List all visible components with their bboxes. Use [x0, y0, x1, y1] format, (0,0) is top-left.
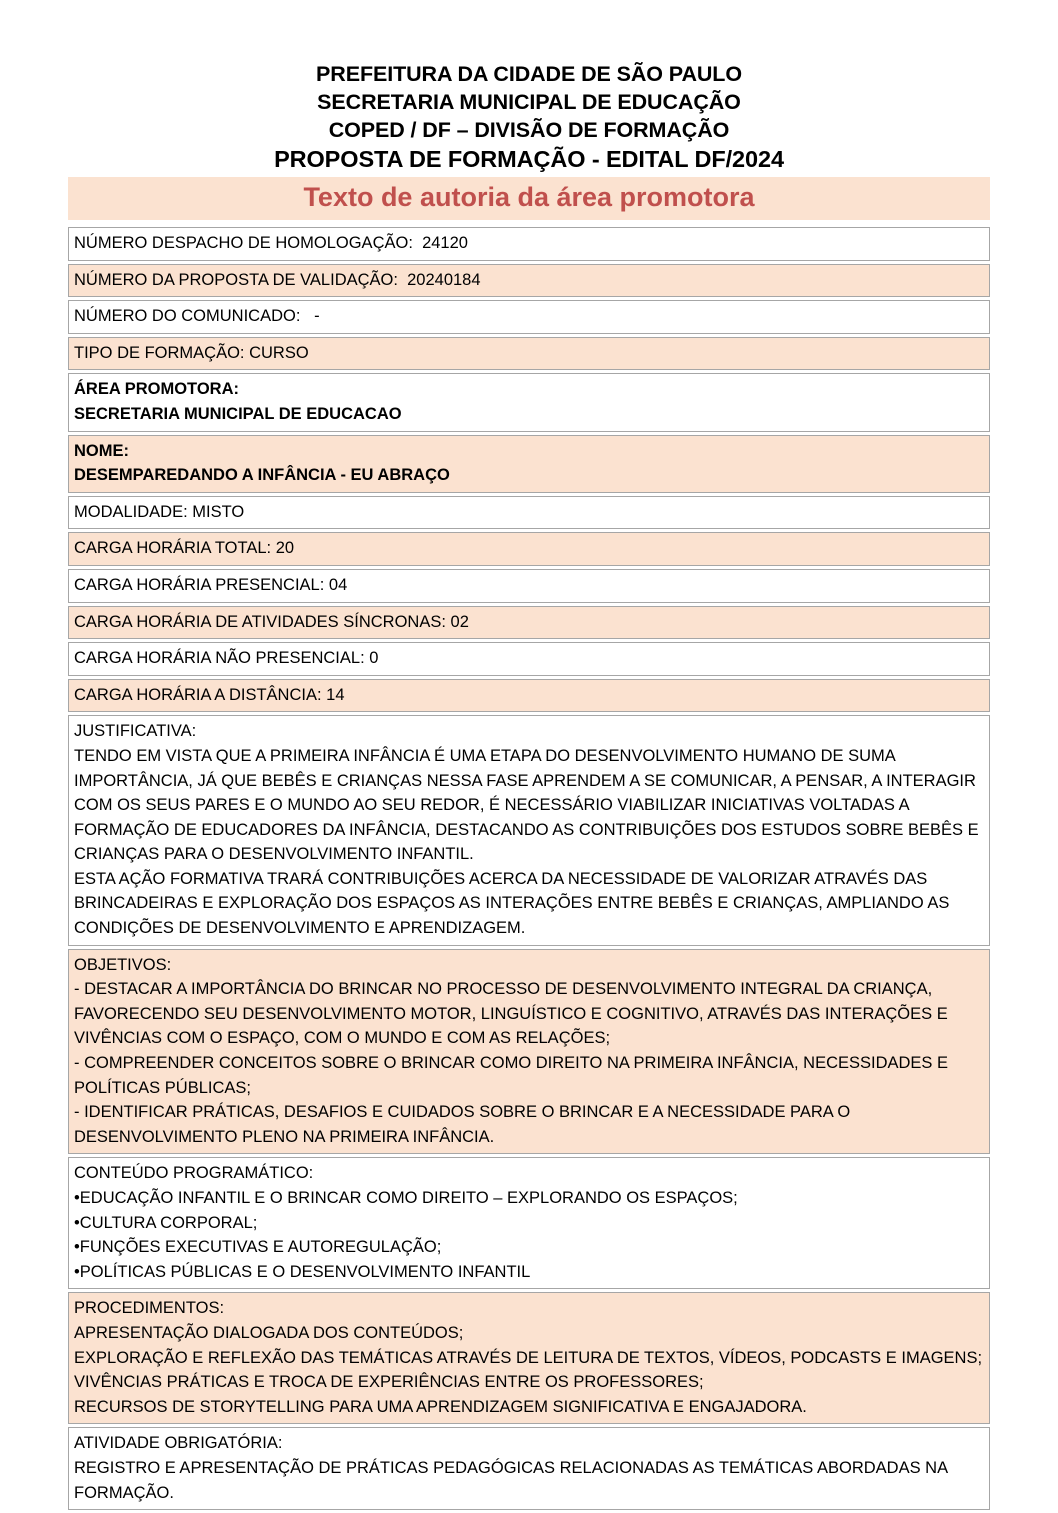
nome-label: NOME:	[74, 441, 129, 460]
table-row-ch-distancia	[68, 679, 990, 713]
conteudo-item-2: •CULTURA CORPORAL;	[74, 1213, 258, 1232]
document-header	[0, 0, 1058, 175]
justificativa-paragraph-2: ESTA AÇÃO FORMATIVA TRARÁ CONTRIBUIÇÕES ACERCA DA NECESSIDADE DE VALORIZAR ATRAVÉS DAS BRINCADEIRAS E EXPLORAÇÃO DOS ESPAÇOS AS INTERAÇÕES ENTRE BEBÊS E CRIANÇAS, AMPLIANDO AS CONDIÇÕES DE DESENVOLVIMENTO E APRENDIZAGEM.	[74, 869, 950, 938]
ch-presencial-text: CARGA HORÁRIA PRESENCIAL: 04	[74, 575, 348, 594]
justificativa-label: JUSTIFICATIVA:	[74, 722, 197, 741]
ch-distancia-text: CARGA HORÁRIA A DISTÂNCIA: 14	[74, 685, 345, 704]
header-line-proposta: PROPOSTA DE FORMAÇÃO - EDITAL DF/2024	[274, 146, 784, 172]
table-row-justificativa	[68, 715, 990, 945]
nome-value: DESEMPAREDANDO A INFÂNCIA - EU ABRAÇO	[74, 466, 450, 485]
table-row-tipo-formacao	[68, 337, 990, 371]
conteudo-item-1: •EDUCAÇÃO INFANTIL E O BRINCAR COMO DIREITO – EXPLORANDO OS ESPAÇOS;	[74, 1189, 738, 1207]
area-promotora-value: SECRETARIA MUNICIPAL DE EDUCACAO	[74, 404, 402, 423]
table-row-procedimentos	[68, 1292, 990, 1424]
area-promotora-label: ÁREA PROMOTORA:	[74, 380, 239, 399]
cell-comunicado	[68, 300, 990, 334]
atividade-obrigatoria-text: REGISTRO E APRESENTAÇÃO DE PRÁTICAS PEDAGÓGICAS RELACIONADAS AS TEMÁTICAS ABORDADAS NA FORMAÇÃO.	[74, 1458, 948, 1502]
banner	[68, 177, 990, 220]
table-row-modalidade	[68, 496, 990, 530]
cell-modalidade	[68, 496, 990, 530]
table-row-comunicado	[68, 300, 990, 334]
ch-nao-presencial-text: CARGA HORÁRIA NÃO PRESENCIAL: 0	[74, 649, 379, 668]
proposal-table	[68, 224, 990, 1513]
objetivos-item-1: - DESTACAR A IMPORTÂNCIA DO BRINCAR NO PROCESSO DE DESENVOLVIMENTO INTEGRAL DA CRIANÇA, FAVORECENDO SEU DESENVOLVIMENTO MOTOR, LINGUÍSTICO E COGNITIVO, ATRAVÉS DAS INTERAÇÕES E VIVÊNCIAS COM O ESPAÇO, COM O MUNDO E COM AS RELAÇÕES;	[74, 980, 948, 1048]
objetivos-item-3: - IDENTIFICAR PRÁTICAS, DESAFIOS E CUIDADOS SOBRE O BRINCAR E A NECESSIDADE PARA O DESENVOLVIMENTO PLENO NA PRIMEIRA INFÂNCIA.	[74, 1103, 851, 1146]
table-row-proposta-validacao	[68, 264, 990, 298]
cell-area-promotora	[68, 373, 990, 431]
table-row-area-promotora	[68, 373, 990, 431]
cell-conteudo-programatico	[68, 1157, 990, 1289]
tipo-formacao-text: TIPO DE FORMAÇÃO: CURSO	[74, 343, 309, 362]
modalidade-text: MODALIDADE: MISTO	[74, 502, 245, 521]
banner-title: Texto de autoria da área promotora	[303, 182, 755, 212]
table-row-ch-nao-presencial	[68, 642, 990, 676]
ch-total-text: CARGA HORÁRIA TOTAL: 20	[74, 539, 295, 558]
cell-ch-nao-presencial	[68, 642, 990, 676]
cell-nome	[68, 435, 990, 493]
table-row-ch-total	[68, 532, 990, 566]
cell-objetivos	[68, 949, 990, 1155]
table-row-conteudo-programatico	[68, 1157, 990, 1289]
procedimentos-item-2: EXPLORAÇÃO E REFLEXÃO DAS TEMÁTICAS ATRAVÉS DE LEITURA DE TEXTOS, VÍDEOS, PODCASTS E IMAGENS;	[74, 1348, 983, 1367]
cell-justificativa	[68, 715, 990, 945]
conteudo-item-3: •FUNÇÕES EXECUTIVAS E AUTOREGULAÇÃO;	[74, 1238, 442, 1257]
comunicado-text: NÚMERO DO COMUNICADO: -	[74, 307, 320, 326]
table-row-ch-sincronas	[68, 606, 990, 640]
table-row-ch-presencial	[68, 569, 990, 603]
cell-despacho	[68, 227, 990, 261]
header-line-prefeitura: PREFEITURA DA CIDADE DE SÃO PAULO	[316, 62, 742, 86]
cell-ch-presencial	[68, 569, 990, 603]
cell-atividade-obrigatoria	[68, 1427, 990, 1510]
table-row-atividade-obrigatoria	[68, 1427, 990, 1510]
cell-procedimentos	[68, 1292, 990, 1424]
justificativa-paragraph-1: TENDO EM VISTA QUE A PRIMEIRA INFÂNCIA É UMA ETAPA DO DESENVOLVIMENTO HUMANO DE SUMA IMPORTÂNCIA, JÁ QUE BEBÊS E CRIANÇAS NESSA FASE APRENDEM A SE COMUNICAR, A PENSAR, A INTERAGIR COM OS SEUS PARES E O MUNDO AO SEU REDOR, É NECESSÁRIO VIABILIZAR INICIATIVAS VOLTADAS A FORMAÇÃO DE EDUCADORES DA INFÂNCIA, DESTACANDO AS CONTRIBUIÇÕES DOS ESTUDOS SOBRE BEBÊS E CRIANÇAS PARA O DESENVOLVIMENTO INFANTIL.	[74, 746, 979, 864]
procedimentos-label: PROCEDIMENTOS:	[74, 1299, 225, 1318]
cell-tipo-formacao	[68, 337, 990, 371]
header-line-secretaria: SECRETARIA MUNICIPAL DE EDUCAÇÃO	[317, 90, 741, 114]
table-row-despacho	[68, 227, 990, 261]
despacho-text: NÚMERO DESPACHO DE HOMOLOGAÇÃO: 24120	[74, 234, 468, 252]
procedimentos-item-4: RECURSOS DE STORYTELLING PARA UMA APRENDIZAGEM SIGNIFICATIVA E ENGAJADORA.	[74, 1397, 807, 1416]
conteudo-label: CONTEÚDO PROGRAMÁTICO:	[74, 1164, 314, 1183]
cell-ch-sincronas	[68, 606, 990, 640]
cell-proposta-validacao	[68, 264, 990, 298]
cell-ch-distancia	[68, 679, 990, 713]
header-line-coped: COPED / DF – DIVISÃO DE FORMAÇÃO	[328, 118, 730, 142]
table-row-objetivos	[68, 949, 990, 1155]
conteudo-item-4: •POLÍTICAS PÚBLICAS E O DESENVOLVIMENTO INFANTIL	[74, 1262, 531, 1281]
cell-ch-total	[68, 532, 990, 566]
procedimentos-item-3: VIVÊNCIAS PRÁTICAS E TROCA DE EXPERIÊNCIAS ENTRE OS PROFESSORES;	[74, 1373, 704, 1392]
ch-sincronas-text: CARGA HORÁRIA DE ATIVIDADES SÍNCRONAS: 02	[74, 612, 469, 631]
procedimentos-item-1: APRESENTAÇÃO DIALOGADA DOS CONTEÚDOS;	[74, 1323, 464, 1342]
atividade-obrigatoria-label: ATIVIDADE OBRIGATÓRIA:	[74, 1434, 283, 1453]
objetivos-label: OBJETIVOS:	[74, 955, 172, 974]
objetivos-item-2: - COMPREENDER CONCEITOS SOBRE O BRINCAR COMO DIREITO NA PRIMEIRA INFÂNCIA, NECESSIDADES E POLÍTICAS PÚBLICAS;	[74, 1054, 949, 1097]
proposta-validacao-text: NÚMERO DA PROPOSTA DE VALIDAÇÃO: 20240184	[74, 270, 481, 289]
table-row-nome	[68, 435, 990, 493]
